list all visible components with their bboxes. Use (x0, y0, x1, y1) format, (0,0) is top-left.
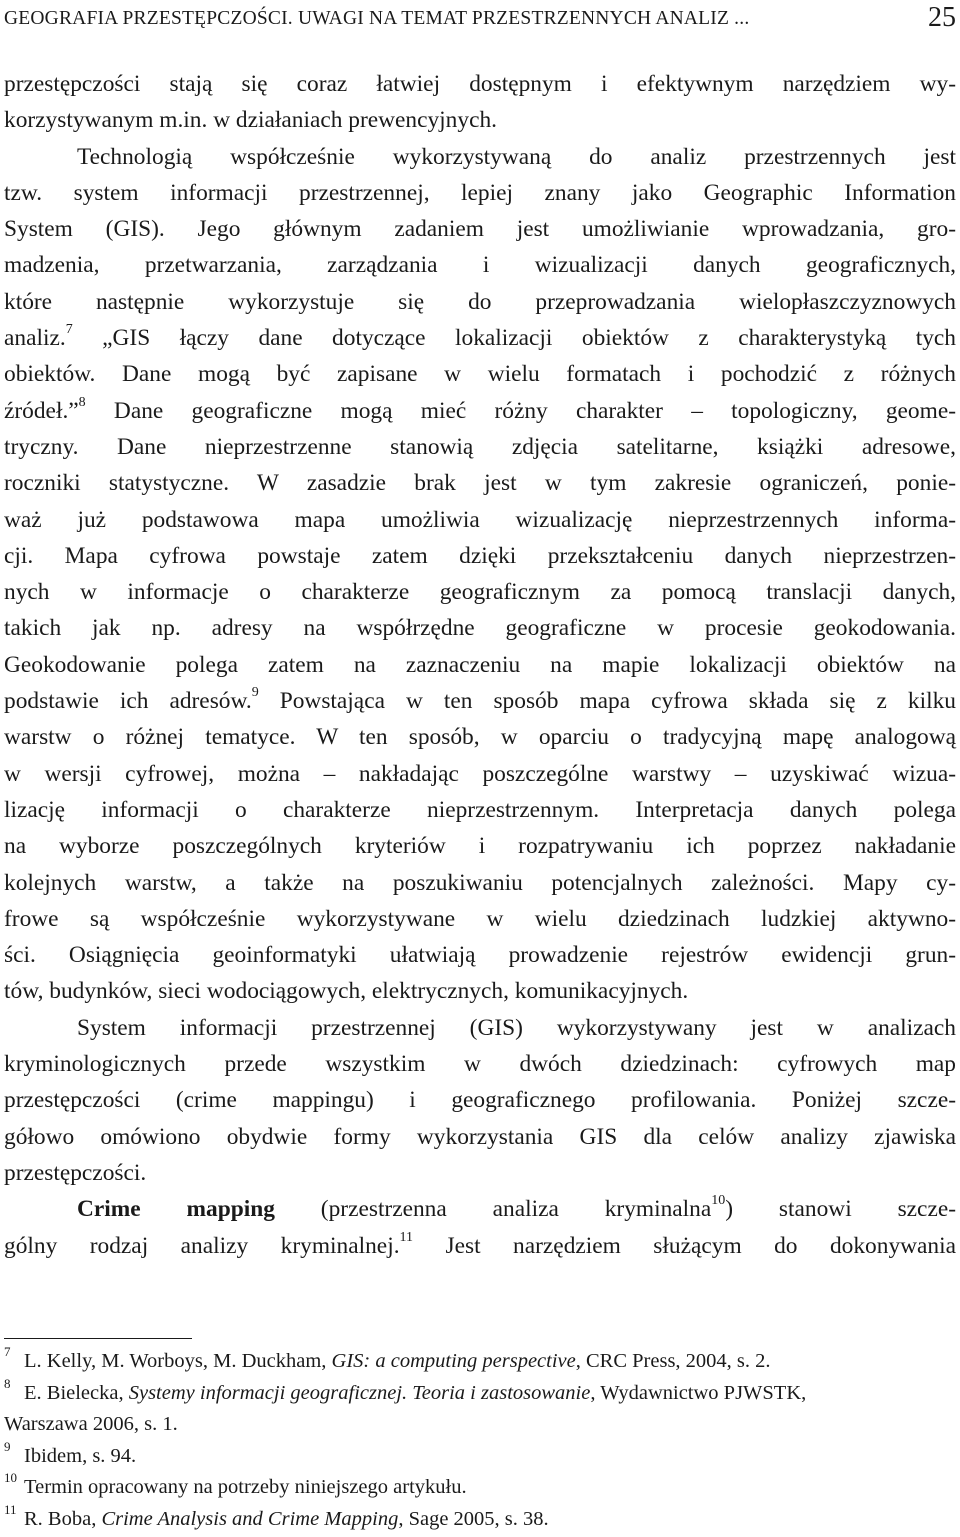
footnote-10: 10 Termin opracowany na potrzeby niniejszego artykułu. (4, 1470, 467, 1499)
text-line: korzystywanym m.in. w działaniach prewencyjnych. (4, 107, 497, 134)
footnote-7: 7 L. Kelly, M. Worboys, M. Duckham, GIS: a computing perspective, CRC Press, 2004, s. 2. (4, 1344, 771, 1372)
text-run: podstawie ich adresów. (4, 688, 252, 715)
text-line: w wersji cyfrowej, można – nakładając poszczególne warstwy – uzyskiwać wizua- (4, 760, 956, 787)
text-line (4, 1191, 956, 1227)
footnote-11: 11 R. Boba, Crime Analysis and Crime Mapping, Sage 2005, s. 38. (4, 1501, 549, 1530)
text-line: na wyborze poszczególnych kryteriów i rozpatrywaniu ich poprzez nakładanie (4, 833, 956, 860)
text-line: nych w informacje o charakterze geograficznym za pomocą translacji danych, (4, 579, 956, 606)
page-number: 25 (928, 2, 956, 33)
footnote-ref-9: 9 (251, 685, 259, 701)
footnote-text: Termin opracowany na potrzeby niniejszego artykułu. (24, 1476, 467, 1499)
term-crime-mapping: Crime mapping (77, 1196, 275, 1223)
footnote-ref-11: 11 (399, 1229, 414, 1245)
footnote-title: Systemy informacji geograficznej. Teoria i zastosowanie (128, 1381, 591, 1404)
body-text (4, 66, 956, 1264)
footnote-text: E. Bielecka, (24, 1381, 129, 1404)
footnote-separator (4, 1338, 192, 1339)
running-header (4, 2, 956, 36)
text-line: Technologią współcześnie wykorzystywaną do analiz przestrzennych jest (77, 143, 956, 170)
text-line (4, 683, 956, 719)
text-line: przestępczości stają się coraz łatwiej dostępnym i efektywnym narzędziem wy- (4, 71, 956, 97)
text-line: frowe są współcześnie wykorzystywane w wielu dziedzinach ludzkiej aktywno- (4, 905, 956, 932)
running-title: GEOGRAFIA PRZESTĘPCZOŚCI. UWAGI NA TEMAT PRZESTRZENNYCH ANALIZ ... (4, 8, 750, 29)
text-run: (przestrzenna analiza kryminalna (274, 1196, 712, 1223)
text-line: roczniki statystyczne. W zasadzie brak jest w tym zakresie ograniczeń, ponie- (4, 470, 956, 497)
text-run: Powstająca w ten sposób mapa cyfrowa składa się z kilku (258, 688, 956, 715)
footnote-8: 8 E. Bielecka, Systemy informacji geograficznej. Teoria i zastosowanie, Wydawnictwo PJWSTK, (4, 1375, 807, 1404)
text-line: warstw o różnej tematyce. W ten sposób, w oparciu o tradycyjną mapę analogową (4, 724, 956, 751)
text-line: System informacji przestrzennej (GIS) wykorzystywany jest w analizach (77, 1014, 956, 1041)
text-run: analiz. (4, 325, 66, 352)
text-line: obiektów. Dane mogą być zapisane w wielu formatach i pochodzić z różnych (4, 361, 956, 388)
text-line (4, 393, 956, 429)
text-line: ści. Osiągnięcia geoinformatyki ułatwiają prowadzenie rejestrów ewidencji grun- (4, 942, 956, 969)
text-line: kryminologicznych przede wszystkim w dwóch dziedzinach: cyfrowych map (4, 1051, 956, 1078)
text-line: waż już podstawowa mapa umożliwia wizualizację nieprzestrzennych informa- (4, 506, 956, 533)
text-line: Geokodowanie polega zatem na zaznaczeniu na mapie lokalizacji obiektów na (4, 651, 956, 678)
footnote-ref-7: 7 (65, 322, 73, 338)
footnote-ref-8: 8 (78, 394, 86, 410)
text-line: madzenia, przetwarzania, zarządzania i wizualizacji danych geograficznych, (4, 252, 956, 279)
text-run: ) stanowi szcze- (725, 1196, 956, 1223)
footnote-text: L. Kelly, M. Worboys, M. Duckham, (24, 1350, 332, 1372)
footnotes (4, 1346, 956, 1536)
text-line: cji. Mapa cyfrowa powstaje zatem dzięki przekształceniu danych nieprzestrzen- (4, 542, 956, 569)
text-line (4, 1228, 956, 1264)
footnote-8-continued: Warszawa 2006, s. 1. (4, 1413, 178, 1436)
footnote-ref-10: 10 (711, 1193, 726, 1209)
text-line: przestępczości. (4, 1159, 147, 1186)
text-run: źródeł.” (4, 397, 79, 424)
footnote-9: 9 Ibidem, s. 94. (4, 1438, 137, 1467)
footnote-text: Ibidem, s. 94. (24, 1444, 137, 1467)
text-run: Dane geograficzne mogą mieć różny charakter – topologiczny, geome- (85, 397, 956, 424)
footnote-title: Crime Analysis and Crime Mapping (101, 1507, 399, 1530)
text-line: tryczny. Dane nieprzestrzenne stanowią zdjęcia satelitarne, książki adresowe, (4, 433, 956, 460)
footnote-text: , Sage 2005, s. 38. (398, 1507, 549, 1530)
footnote-text: R. Boba, (24, 1507, 102, 1530)
text-line (4, 320, 956, 356)
text-line: gółowo omówiono obydwie formy wykorzystania GIS dla celów analizy zjawiska (4, 1123, 956, 1150)
footnote-text: , CRC Press, 2004, s. 2. (575, 1350, 771, 1372)
text-line: przestępczości (crime mappingu) i geograficznego profilowania. Poniżej szcze- (4, 1087, 956, 1114)
text-line: tzw. system informacji przestrzennej, lepiej znany jako Geographic Information (4, 179, 956, 206)
text-line: tów, budynków, sieci wodociągowych, elektrycznych, komunikacyjnych. (4, 978, 689, 1005)
text-line: lizację informacji o charakterze nieprzestrzennym. Interpretacja danych polega (4, 796, 956, 823)
footnote-text: , Wydawnictwo PJWSTK, (590, 1381, 807, 1404)
text-line: System (GIS). Jego głównym zadaniem jest umożliwianie wprowadzania, gro- (4, 216, 956, 243)
text-line: które następnie wykorzystuje się do przeprowadzania wielopłaszczyznowych (4, 288, 956, 315)
footnote-title: GIS: a computing perspective (331, 1350, 576, 1372)
text-line: kolejnych warstw, a także na poszukiwaniu potencjalnych zależności. Mapy cy- (4, 869, 956, 896)
text-run: Jest narzędziem służącym do dokonywania (413, 1232, 956, 1259)
text-run: „GIS łączy dane dotyczące lokalizacji obiektów z charakterystyką tych (72, 325, 956, 352)
text-run: gólny rodzaj analizy kryminalnej. (4, 1232, 400, 1259)
text-line: takich jak np. adresy na współrzędne geograficzne w procesie geokodowania. (4, 615, 956, 642)
